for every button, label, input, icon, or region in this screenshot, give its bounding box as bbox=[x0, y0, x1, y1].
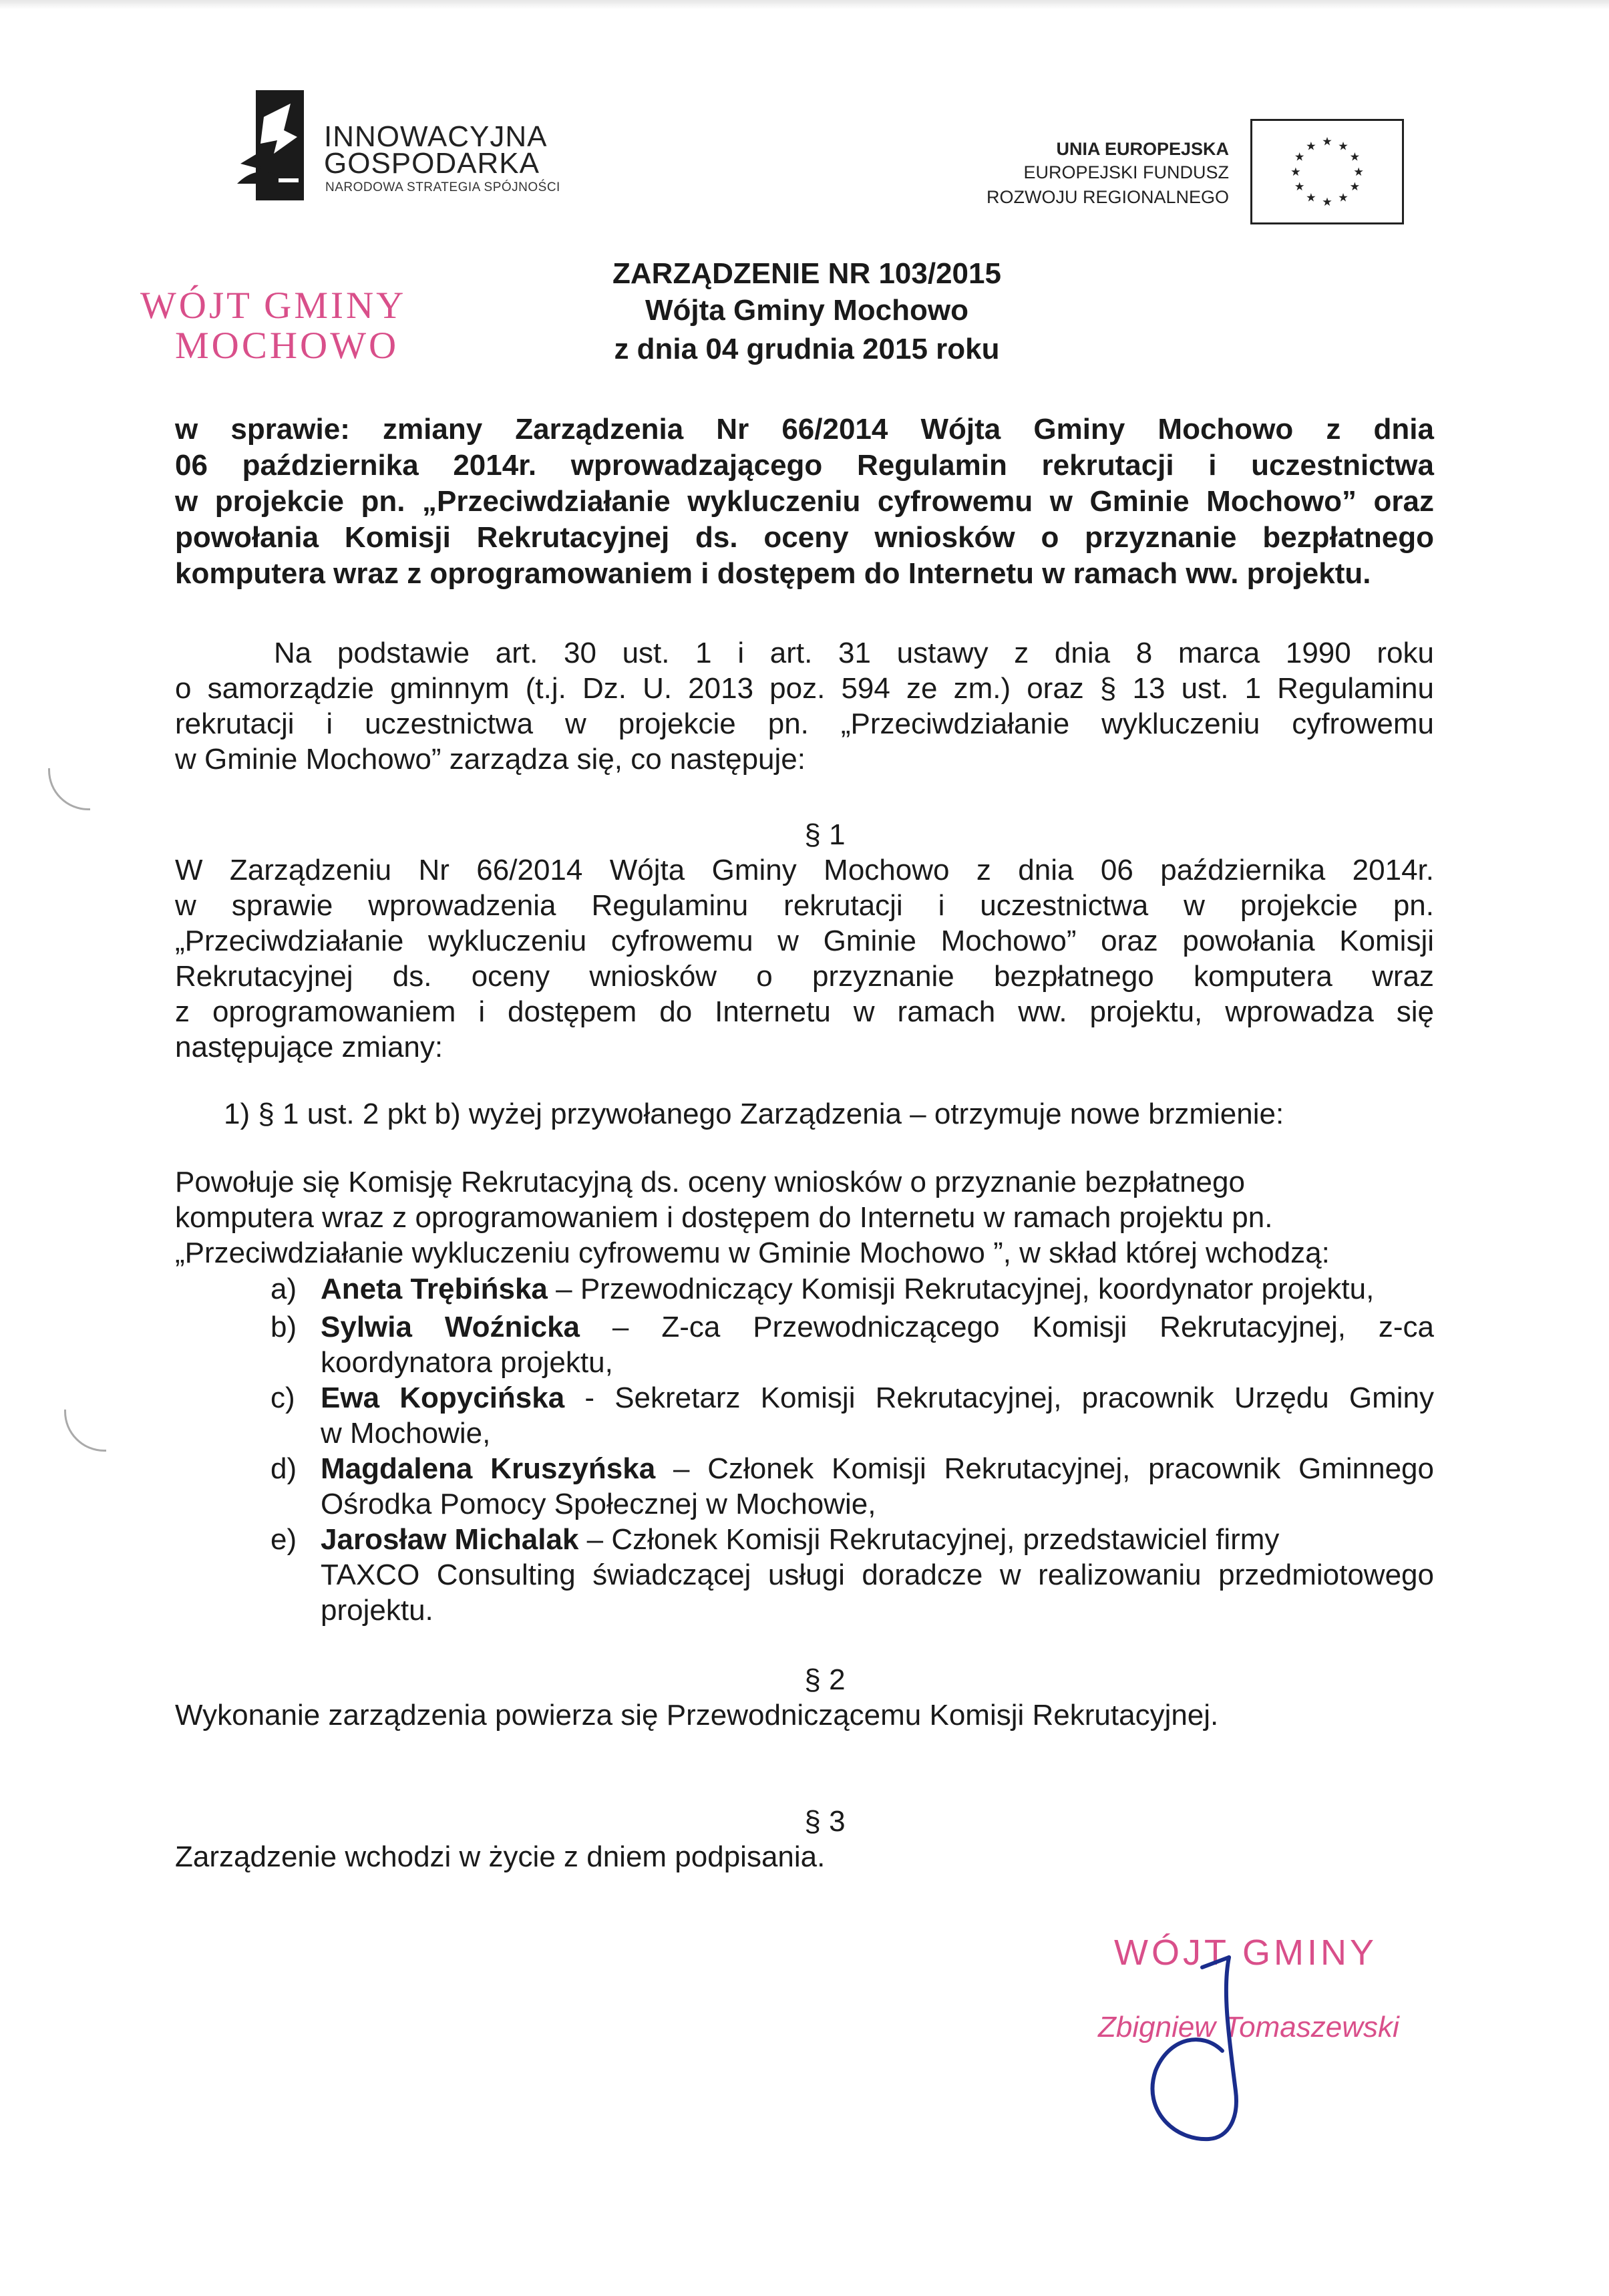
section-1-line: „Przeciwdziałanie wykluczeniu cyfrowemu w Gminie Mochowo” oraz powołania Komisji bbox=[175, 925, 1434, 957]
new-wording-line: „Przeciwdziałanie wykluczeniu cyfrowemu w Gminie Mochowo ”, w skład której wchodzą: bbox=[175, 1237, 1330, 1269]
member-d-role-cont: Ośrodka Pomocy Społecznej w Mochowie, bbox=[321, 1488, 876, 1520]
member-b-label: b) bbox=[271, 1311, 297, 1343]
subject-line: 06 października 2014r. wprowadzającego Regulamin rekrutacji i uczestnictwa bbox=[175, 449, 1434, 482]
section-1-line: W Zarządzeniu Nr 66/2014 Wójta Gminy Mochowo z dnia 06 października 2014r. bbox=[175, 854, 1434, 886]
section-1-line: z oprogramowaniem i dostępem do Internetu w ramach ww. projektu, wprowadza się bbox=[175, 995, 1434, 1028]
member-b-role-cont: koordynatora projektu, bbox=[321, 1346, 613, 1379]
svg-text:★: ★ bbox=[1306, 191, 1316, 205]
svg-text:★: ★ bbox=[1338, 191, 1349, 205]
member-a-label: a) bbox=[271, 1273, 297, 1305]
svg-text:★: ★ bbox=[1322, 135, 1332, 149]
margin-mark bbox=[48, 768, 90, 810]
subject-line: powołania Komisji Rekrutacyjnej ds. oceny wniosków o przyznanie bezpłatnego bbox=[175, 521, 1434, 554]
stamp-line1: WÓJT GMINY bbox=[140, 285, 407, 327]
section-3-text: Zarządzenie wchodzi w życie z dniem podpisania. bbox=[175, 1840, 826, 1873]
svg-text:★: ★ bbox=[1322, 195, 1332, 209]
eu-line3: ROZWOJU REGIONALNEGO bbox=[986, 187, 1229, 207]
member-a-name: Aneta Trębińska bbox=[321, 1273, 548, 1305]
point-1: 1) § 1 ust. 2 pkt b) wyżej przywołanego Zarządzenia – otrzymuje nowe brzmienie: bbox=[224, 1098, 1284, 1130]
subject-line: w projekcie pn. „Przeciwdziałanie wykluczeniu cyfrowemu w Gminie Mochowo” oraz bbox=[175, 485, 1434, 518]
member-d bbox=[321, 1452, 1434, 1486]
member-b-role: – Z-ca Przewodniczącego Komisji Rekrutacyjnej, z-ca bbox=[580, 1311, 1435, 1343]
signature-stamp-title: WÓJT GMINY bbox=[1114, 1933, 1377, 1973]
eu-line2: EUROPEJSKI FUNDUSZ bbox=[1023, 162, 1229, 182]
eu-flag-icon bbox=[1250, 119, 1404, 224]
member-e-role-cont: TAXCO Consulting świadczącej usługi doradcze w realizowaniu przedmiotowego bbox=[321, 1559, 1434, 1591]
ig-logo-line2: GOSPODARKA bbox=[324, 147, 540, 180]
member-c bbox=[321, 1381, 1434, 1415]
section-1-heading: § 1 bbox=[804, 818, 846, 851]
basis-line: Na podstawie art. 30 ust. 1 i art. 31 ustawy z dnia 8 marca 1990 roku bbox=[274, 637, 1434, 669]
basis-line: o samorządzie gminnym (t.j. Dz. U. 2013 poz. 594 ze zm.) oraz § 13 ust. 1 Regulaminu bbox=[175, 672, 1434, 705]
member-d-label: d) bbox=[271, 1452, 297, 1485]
member-b-name: Sylwia Woźnicka bbox=[321, 1311, 580, 1343]
svg-text:★: ★ bbox=[1349, 150, 1361, 164]
document-title: ZARZĄDZENIE NR 103/2015 bbox=[612, 257, 1001, 290]
member-a-role: – Przewodniczący Komisji Rekrutacyjnej, koordynator projektu, bbox=[547, 1273, 1375, 1305]
member-e-role: – Członek Komisji Rekrutacyjnej, przedstawiciel firmy bbox=[578, 1523, 1280, 1556]
basis-line: w Gminie Mochowo” zarządza się, co następuje: bbox=[175, 743, 806, 776]
basis-line: rekrutacji i uczestnictwa w projekcie pn. „Przeciwdziałanie wykluczeniu cyfrowemu bbox=[175, 707, 1434, 740]
margin-mark bbox=[64, 1410, 106, 1452]
member-e-role-cont: projektu. bbox=[321, 1594, 433, 1627]
scan-edge bbox=[0, 0, 1609, 9]
section-1-line: następujące zmiany: bbox=[175, 1031, 443, 1063]
svg-text:★: ★ bbox=[1290, 165, 1301, 179]
document-issuer: Wójta Gminy Mochowo bbox=[645, 294, 968, 327]
svg-text:★: ★ bbox=[1338, 140, 1349, 154]
member-c-label: c) bbox=[271, 1381, 295, 1414]
svg-text:★: ★ bbox=[1349, 180, 1361, 194]
subject-line: w sprawie: zmiany Zarządzenia Nr 66/2014 Wójta Gminy Mochowo z dnia bbox=[175, 413, 1434, 446]
member-a bbox=[321, 1273, 1434, 1306]
member-e-name: Jarosław Michalak bbox=[321, 1523, 579, 1556]
eu-line1: UNIA EUROPEJSKA bbox=[1056, 139, 1229, 159]
member-c-name: Ewa Kopycińska bbox=[321, 1381, 565, 1414]
section-1-line: w sprawie wprowadzenia Regulaminu rekrutacji i uczestnictwa w projekcie pn. bbox=[175, 889, 1434, 922]
member-d-role: – Członek Komisji Rekrutacyjnej, pracownik Gminnego bbox=[655, 1452, 1435, 1485]
new-wording-line: komputera wraz z oprogramowaniem i dostępem do Internetu w ramach projektu pn. bbox=[175, 1201, 1273, 1234]
svg-text:★: ★ bbox=[1353, 165, 1364, 179]
handwritten-signature-icon bbox=[1129, 1951, 1289, 2144]
section-2-heading: § 2 bbox=[804, 1663, 846, 1696]
signature-stamp-name: Zbigniew Tomaszewski bbox=[1098, 2011, 1399, 2043]
member-e-label: e) bbox=[271, 1523, 297, 1556]
stamp-line2: MOCHOWO bbox=[175, 325, 399, 367]
member-c-role-cont: w Mochowie, bbox=[321, 1417, 491, 1450]
document-date: z dnia 04 grudnia 2015 roku bbox=[614, 333, 1000, 365]
section-1-line: Rekrutacyjnej ds. oceny wniosków o przyznanie bezpłatnego komputera wraz bbox=[175, 960, 1434, 993]
section-3-heading: § 3 bbox=[804, 1805, 846, 1838]
ig-logo-line3: NARODOWA STRATEGIA SPÓJNOŚCI bbox=[325, 180, 560, 194]
ig-logo-line1: INNOWACYJNA bbox=[324, 120, 548, 153]
svg-text:★: ★ bbox=[1294, 180, 1305, 194]
member-d-name: Magdalena Kruszyńska bbox=[321, 1452, 656, 1485]
section-2-text: Wykonanie zarządzenia powierza się Przewodniczącemu Komisji Rekrutacyjnej. bbox=[175, 1699, 1219, 1732]
member-b bbox=[321, 1311, 1434, 1344]
member-c-role: - Sekretarz Komisji Rekrutacyjnej, pracownik Urzędu Gminy bbox=[564, 1381, 1434, 1414]
new-wording-line: Powołuje się Komisję Rekrutacyjną ds. oceny wniosków o przyznanie bezpłatnego bbox=[175, 1166, 1245, 1198]
member-e bbox=[321, 1523, 1434, 1556]
subject-line: komputera wraz z oprogramowaniem i dostępem do Internetu w ramach ww. projektu. bbox=[175, 557, 1371, 590]
innowacyjna-gospodarka-logo-icon bbox=[237, 90, 304, 200]
svg-text:★: ★ bbox=[1294, 150, 1305, 164]
svg-text:★: ★ bbox=[1306, 140, 1316, 154]
